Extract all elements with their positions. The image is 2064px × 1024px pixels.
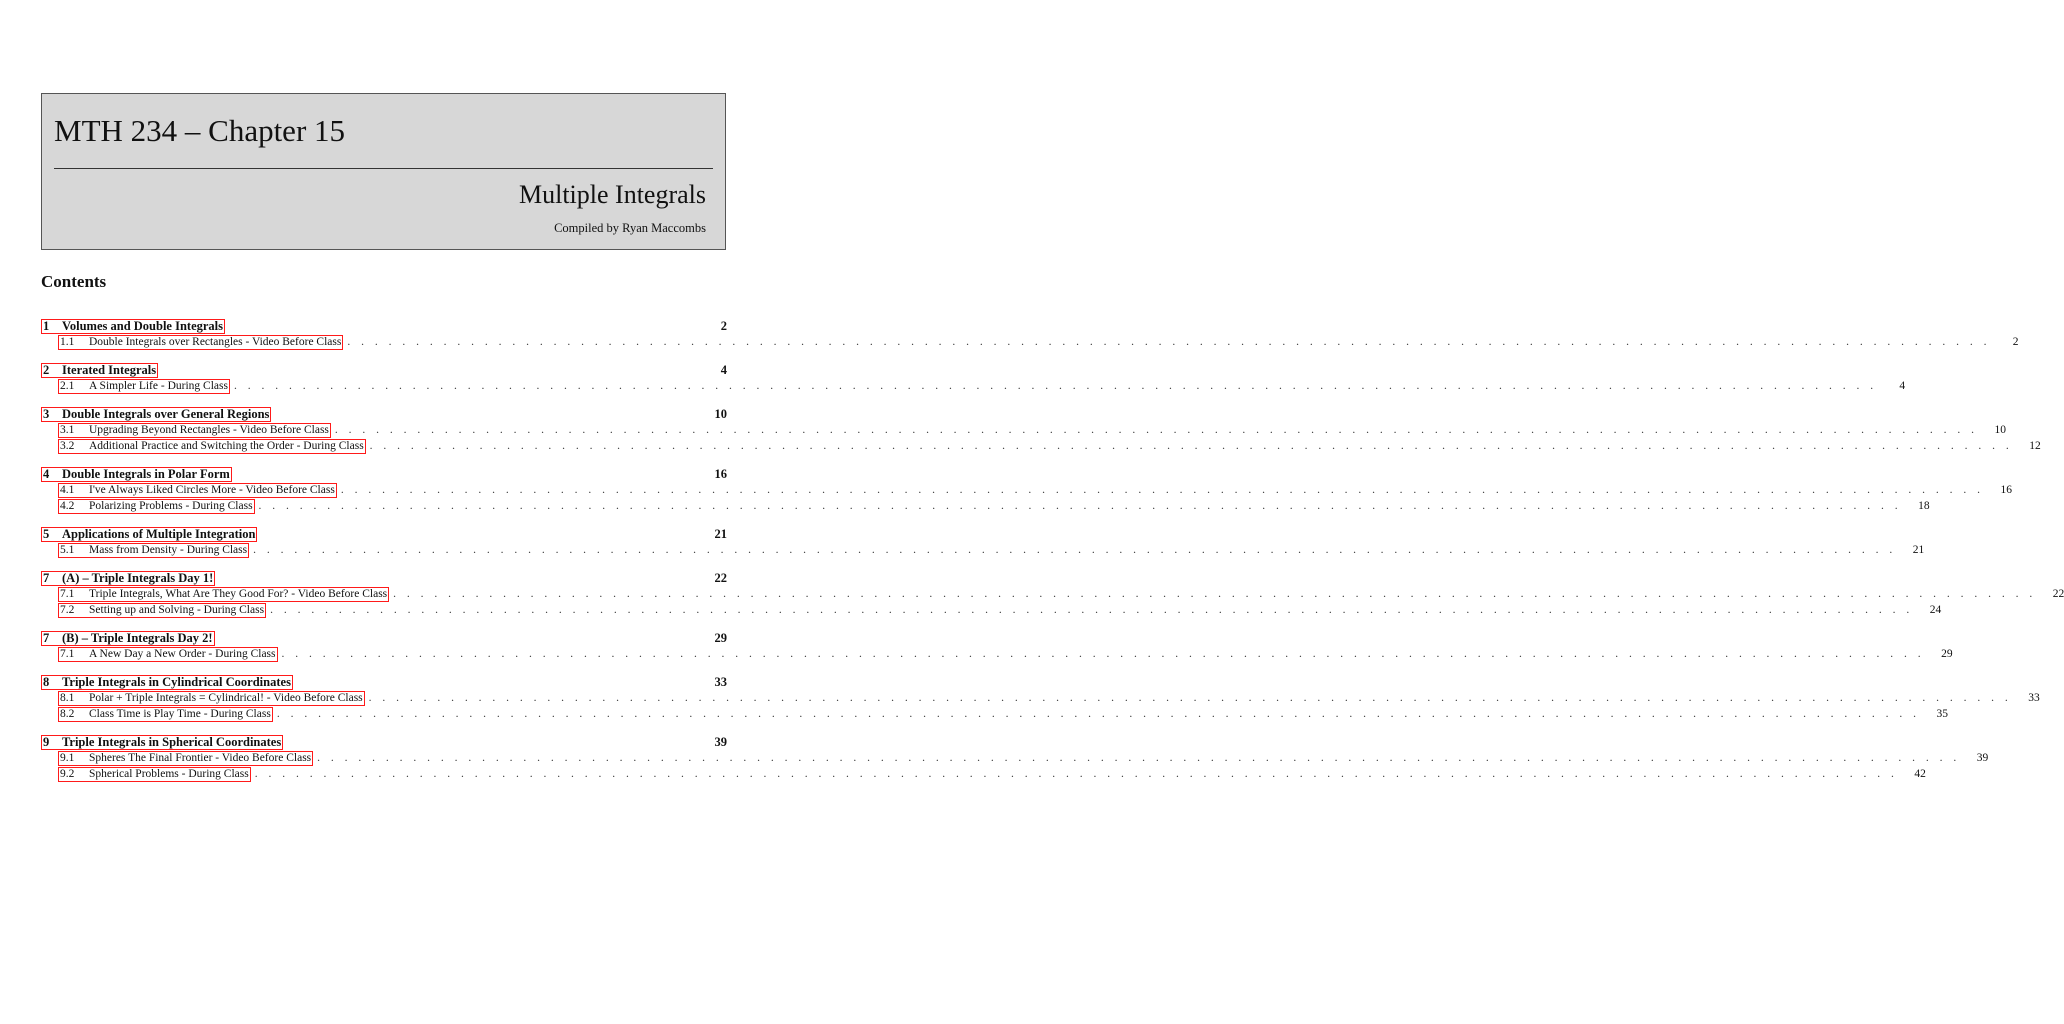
toc-subsection-title: Spherical Problems - During Class — [89, 768, 249, 780]
toc-section-number: 5 — [43, 527, 50, 541]
toc-subsection-title: A New Day a New Order - During Class — [89, 648, 276, 660]
toc-section-link[interactable] — [41, 675, 293, 690]
toc-leader-dots: . . . . . . . . . . . . . . . . . . . . . . . . . . . . . . . . . . . . . . . . . . . . . . . . . . . . . . . . . . . . . . . . . . . . . . . . . . . . . . . . . . . . . . . . . . . . . . . . . . . . . . . . . . . . . . . . . . . . . . . . — [253, 544, 1897, 556]
toc-section-title: (A) – Triple Integrals Day 1! — [62, 571, 214, 585]
toc-section-number: 1 — [43, 319, 50, 333]
toc-subsection-link[interactable] — [58, 707, 273, 722]
toc-subsection-link[interactable] — [58, 603, 266, 618]
toc-leader-dots: . . . . . . . . . . . . . . . . . . . . . . . . . . . . . . . . . . . . . . . . . . . . . . . . . . . . . . . . . . . . . . . . . . . . . . . . . . . . . . . . . . . . . . . . . . . . . . . . . . . . . . . . . . . . . . . . . . . . . . . . — [368, 692, 2012, 704]
toc-subsection-title: Polarizing Problems - During Class — [89, 500, 253, 512]
toc-leader-dots: . . . . . . . . . . . . . . . . . . . . . . . . . . . . . . . . . . . . . . . . . . . . . . . . . . . . . . . . . . . . . . . . . . . . . . . . . . . . . . . . . . . . . . . . . . . . . . . . . . . . . . . . . . . . . . . . . . . . . . . . — [393, 588, 2037, 600]
toc-subsection-row — [41, 482, 2012, 498]
toc-leader-dots: . . . . . . . . . . . . . . . . . . . . . . . . . . . . . . . . . . . . . . . . . . . . . . . . . . . . . . . . . . . . . . . . . . . . . . . . . . . . . . . . . . . . . . . . . . . . . . . . . . . . . . . . . . . . . . . . . . . . . . . . — [369, 440, 2013, 452]
toc-leader-dots: . . . . . . . . . . . . . . . . . . . . . . . . . . . . . . . . . . . . . . . . . . . . . . . . . . . . . . . . . . . . . . . . . . . . . . . . . . . . . . . . . . . . . . . . . . . . . . . . . . . . . . . . . . . . . . . . . . . . . . . . — [340, 484, 1984, 496]
toc-subsection-row — [41, 422, 2007, 438]
toc-subsection-page: 12 — [2029, 440, 2041, 452]
toc-subsection-title: Spheres The Final Frontier - Video Before Class — [89, 752, 312, 764]
toc-section-row — [41, 466, 727, 482]
toc-subsection-row — [41, 438, 2041, 454]
toc-subsection-row — [41, 750, 1989, 766]
toc-subsection-link[interactable] — [58, 543, 249, 558]
toc-section-row — [41, 318, 727, 334]
toc-subsection-number: 4.1 — [60, 484, 75, 496]
toc-subsection-page: 2 — [2012, 336, 2019, 348]
toc-subsection-link[interactable] — [58, 483, 337, 498]
toc-subsection-page: 35 — [1936, 708, 1948, 720]
toc-subsection-title: Triple Integrals, What Are They Good For? - Video Before Class — [89, 588, 388, 600]
toc-subsection-number: 3.1 — [60, 424, 75, 436]
toc-subsection-row — [41, 542, 1925, 558]
toc-section-row — [41, 570, 727, 586]
toc-subsection-number: 8.2 — [60, 708, 75, 720]
toc-subsection-title: I've Always Liked Circles More - Video Before Class — [89, 484, 335, 496]
toc-section-row — [41, 362, 727, 378]
table-of-contents — [41, 318, 2064, 794]
toc-section-page: 2 — [720, 319, 727, 333]
toc-section-page: 16 — [714, 467, 727, 481]
toc-section-number: 3 — [43, 407, 50, 421]
toc-subsection-row — [41, 334, 2019, 350]
toc-section-row — [41, 526, 727, 542]
toc-subsection-row — [41, 586, 2064, 602]
toc-subsection-title: Setting up and Solving - During Class — [89, 604, 265, 616]
toc-subsection-link[interactable] — [58, 379, 230, 394]
toc-subsection-number: 2.1 — [60, 380, 75, 392]
toc-leader-dots: . . . . . . . . . . . . . . . . . . . . . . . . . . . . . . . . . . . . . . . . . . . . . . . . . . . . . . . . . . . . . . . . . . . . . . . . . . . . . . . . . . . . . . . . . . . . . . . . . . . . . . . . . . . . . . . . . . . . . . . . — [233, 380, 1878, 392]
toc-section-link[interactable] — [41, 571, 215, 586]
toc-subsection-page: 29 — [1941, 648, 1953, 660]
toc-section — [41, 570, 2064, 618]
toc-section-row — [41, 406, 727, 422]
toc-subsection-row — [41, 706, 1948, 722]
toc-section-page: 39 — [714, 735, 727, 749]
contents-heading: Contents — [41, 272, 107, 291]
toc-section-number: 7 — [43, 631, 50, 645]
toc-section — [41, 630, 1953, 662]
toc-leader-dots: . . . . . . . . . . . . . . . . . . . . . . . . . . . . . . . . . . . . . . . . . . . . . . . . . . . . . . . . . . . . . . . . . . . . . . . . . . . . . . . . . . . . . . . . . . . . . . . . . . . . . . . . . . . . . . . . . . . . . . . . — [281, 648, 1925, 660]
toc-section-title: (B) – Triple Integrals Day 2! — [62, 631, 213, 645]
toc-section-title: Triple Integrals in Spherical Coordinates — [62, 735, 282, 749]
toc-section-title: Double Integrals in Polar Form — [62, 467, 230, 481]
toc-subsection-page: 33 — [2028, 692, 2040, 704]
toc-section-page: 21 — [714, 527, 727, 541]
toc-subsection-page: 16 — [2000, 484, 2012, 496]
toc-section-link[interactable] — [41, 467, 232, 482]
toc-subsection-title: Class Time is Play Time - During Class — [89, 708, 271, 720]
toc-section — [41, 734, 1989, 782]
toc-subsection-title: Upgrading Beyond Rectangles - Video Before Class — [89, 424, 329, 436]
toc-section-row — [41, 630, 727, 646]
toc-section-link[interactable] — [41, 631, 215, 646]
toc-section-number: 9 — [43, 735, 50, 749]
toc-leader-dots: . . . . . . . . . . . . . . . . . . . . . . . . . . . . . . . . . . . . . . . . . . . . . . . . . . . . . . . . . . . . . . . . . . . . . . . . . . . . . . . . . . . . . . . . . . . . . . . . . . . . . . . . . . . . . . . . . . . . . . . . — [254, 768, 1898, 780]
toc-subsection-page: 22 — [2052, 588, 2064, 600]
toc-subsection-link[interactable] — [58, 423, 331, 438]
toc-section-title: Volumes and Double Integrals — [62, 319, 224, 333]
toc-section-page: 22 — [714, 571, 727, 585]
toc-section-title: Double Integrals over General Regions — [62, 407, 270, 421]
toc-subsection-number: 4.2 — [60, 500, 75, 512]
toc-subsection-number: 9.1 — [60, 752, 75, 764]
toc-subsection-link[interactable] — [58, 751, 313, 766]
toc-subsection-page: 24 — [1929, 604, 1942, 616]
document-subtitle: Multiple Integrals — [518, 180, 706, 209]
toc-section-link[interactable] — [41, 735, 283, 750]
toc-subsection-title: Mass from Density - During Class — [89, 544, 248, 556]
toc-subsection-number: 7.1 — [60, 648, 75, 660]
toc-section-link[interactable] — [41, 319, 225, 334]
toc-section-row — [41, 734, 727, 750]
toc-subsection-page: 42 — [1914, 768, 1926, 780]
toc-section-number: 8 — [43, 675, 50, 689]
toc-section-page: 4 — [720, 363, 727, 377]
toc-subsection-row — [41, 766, 1926, 782]
title-divider — [54, 168, 713, 169]
toc-subsection-number: 7.1 — [60, 588, 75, 600]
toc-subsection-row — [41, 646, 1953, 662]
toc-subsection-number: 5.1 — [60, 544, 75, 556]
toc-section-link[interactable] — [41, 407, 271, 422]
title-banner — [41, 93, 726, 250]
toc-section-page: 10 — [714, 407, 727, 421]
toc-subsection-page: 10 — [1994, 424, 2007, 436]
toc-subsection-title: A Simpler Life - During Class — [89, 380, 228, 392]
toc-subsection-link[interactable] — [58, 587, 389, 602]
toc-section-title: Triple Integrals in Cylindrical Coordinates — [62, 675, 291, 689]
toc-leader-dots: . . . . . . . . . . . . . . . . . . . . . . . . . . . . . . . . . . . . . . . . . . . . . . . . . . . . . . . . . . . . . . . . . . . . . . . . . . . . . . . . . . . . . . . . . . . . . . . . . . . . . . . . . . . . . . . . . . . . . . . . — [317, 752, 1961, 764]
toc-section-row — [41, 674, 727, 690]
toc-section — [41, 466, 2012, 514]
toc-leader-dots: . . . . . . . . . . . . . . . . . . . . . . . . . . . . . . . . . . . . . . . . . . . . . . . . . . . . . . . . . . . . . . . . . . . . . . . . . . . . . . . . . . . . . . . . . . . . . . . . . . . . . . . . . . . . . . . . . . . . . . . . — [347, 336, 1991, 348]
toc-subsection-page: 4 — [1899, 380, 1906, 392]
toc-subsection-page: 39 — [1976, 752, 1989, 764]
toc-leader-dots: . . . . . . . . . . . . . . . . . . . . . . . . . . . . . . . . . . . . . . . . . . . . . . . . . . . . . . . . . . . . . . . . . . . . . . . . . . . . . . . . . . . . . . . . . . . . . . . . . . . . . . . . . . . . . . . . . . . . . . . . — [334, 424, 1979, 436]
document-author: Compiled by Ryan Maccombs — [554, 221, 706, 235]
toc-subsection-number: 7.2 — [60, 604, 75, 616]
toc-section — [41, 674, 2040, 722]
toc-subsection-title: Additional Practice and Switching the Order - During Class — [89, 440, 364, 452]
toc-subsection-row — [41, 378, 1906, 394]
toc-subsection-row — [41, 690, 2040, 706]
toc-subsection-title: Double Integrals over Rectangles - Video Before Class — [89, 336, 342, 348]
toc-subsection-link[interactable] — [58, 647, 278, 662]
toc-section-title: Iterated Integrals — [62, 363, 157, 377]
toc-section-page: 29 — [714, 631, 727, 645]
toc-section-number: 2 — [43, 363, 50, 377]
toc-section — [41, 406, 2041, 454]
toc-leader-dots: . . . . . . . . . . . . . . . . . . . . . . . . . . . . . . . . . . . . . . . . . . . . . . . . . . . . . . . . . . . . . . . . . . . . . . . . . . . . . . . . . . . . . . . . . . . . . . . . . . . . . . . . . . . . . . . . . . . . . . . . — [270, 604, 1914, 616]
toc-subsection-number: 3.2 — [60, 440, 75, 452]
toc-section — [41, 526, 1925, 558]
toc-subsection-page: 18 — [1918, 500, 1930, 512]
toc-subsection-title: Polar + Triple Integrals = Cylindrical! - Video Before Class — [89, 692, 363, 704]
toc-leader-dots: . . . . . . . . . . . . . . . . . . . . . . . . . . . . . . . . . . . . . . . . . . . . . . . . . . . . . . . . . . . . . . . . . . . . . . . . . . . . . . . . . . . . . . . . . . . . . . . . . . . . . . . . . . . . . . . . . . . . . . . . — [258, 500, 1902, 512]
toc-subsection-number: 1.1 — [60, 336, 75, 348]
toc-subsection-number: 9.2 — [60, 768, 75, 780]
toc-section — [41, 362, 1906, 394]
toc-section — [41, 318, 2019, 350]
toc-section-number: 4 — [43, 467, 50, 481]
toc-leader-dots: . . . . . . . . . . . . . . . . . . . . . . . . . . . . . . . . . . . . . . . . . . . . . . . . . . . . . . . . . . . . . . . . . . . . . . . . . . . . . . . . . . . . . . . . . . . . . . . . . . . . . . . . . . . . . . . . . . . . . . . . — [276, 708, 1920, 720]
toc-section-link[interactable] — [41, 363, 158, 378]
toc-subsection-link[interactable] — [58, 767, 251, 782]
toc-subsection-row — [41, 602, 1942, 618]
toc-section-title: Applications of Multiple Integration — [62, 527, 256, 541]
toc-subsection-link[interactable] — [58, 499, 255, 514]
toc-subsection-link[interactable] — [58, 439, 366, 454]
toc-subsection-link[interactable] — [58, 691, 365, 706]
toc-subsection-row — [41, 498, 1930, 514]
toc-subsection-link[interactable] — [58, 335, 343, 350]
toc-section-page: 33 — [714, 675, 727, 689]
toc-section-link[interactable] — [41, 527, 257, 542]
toc-subsection-page: 21 — [1912, 544, 1925, 556]
document-title: MTH 234 – Chapter 15 — [54, 113, 346, 148]
toc-subsection-number: 8.1 — [60, 692, 75, 704]
toc-section-number: 7 — [43, 571, 50, 585]
